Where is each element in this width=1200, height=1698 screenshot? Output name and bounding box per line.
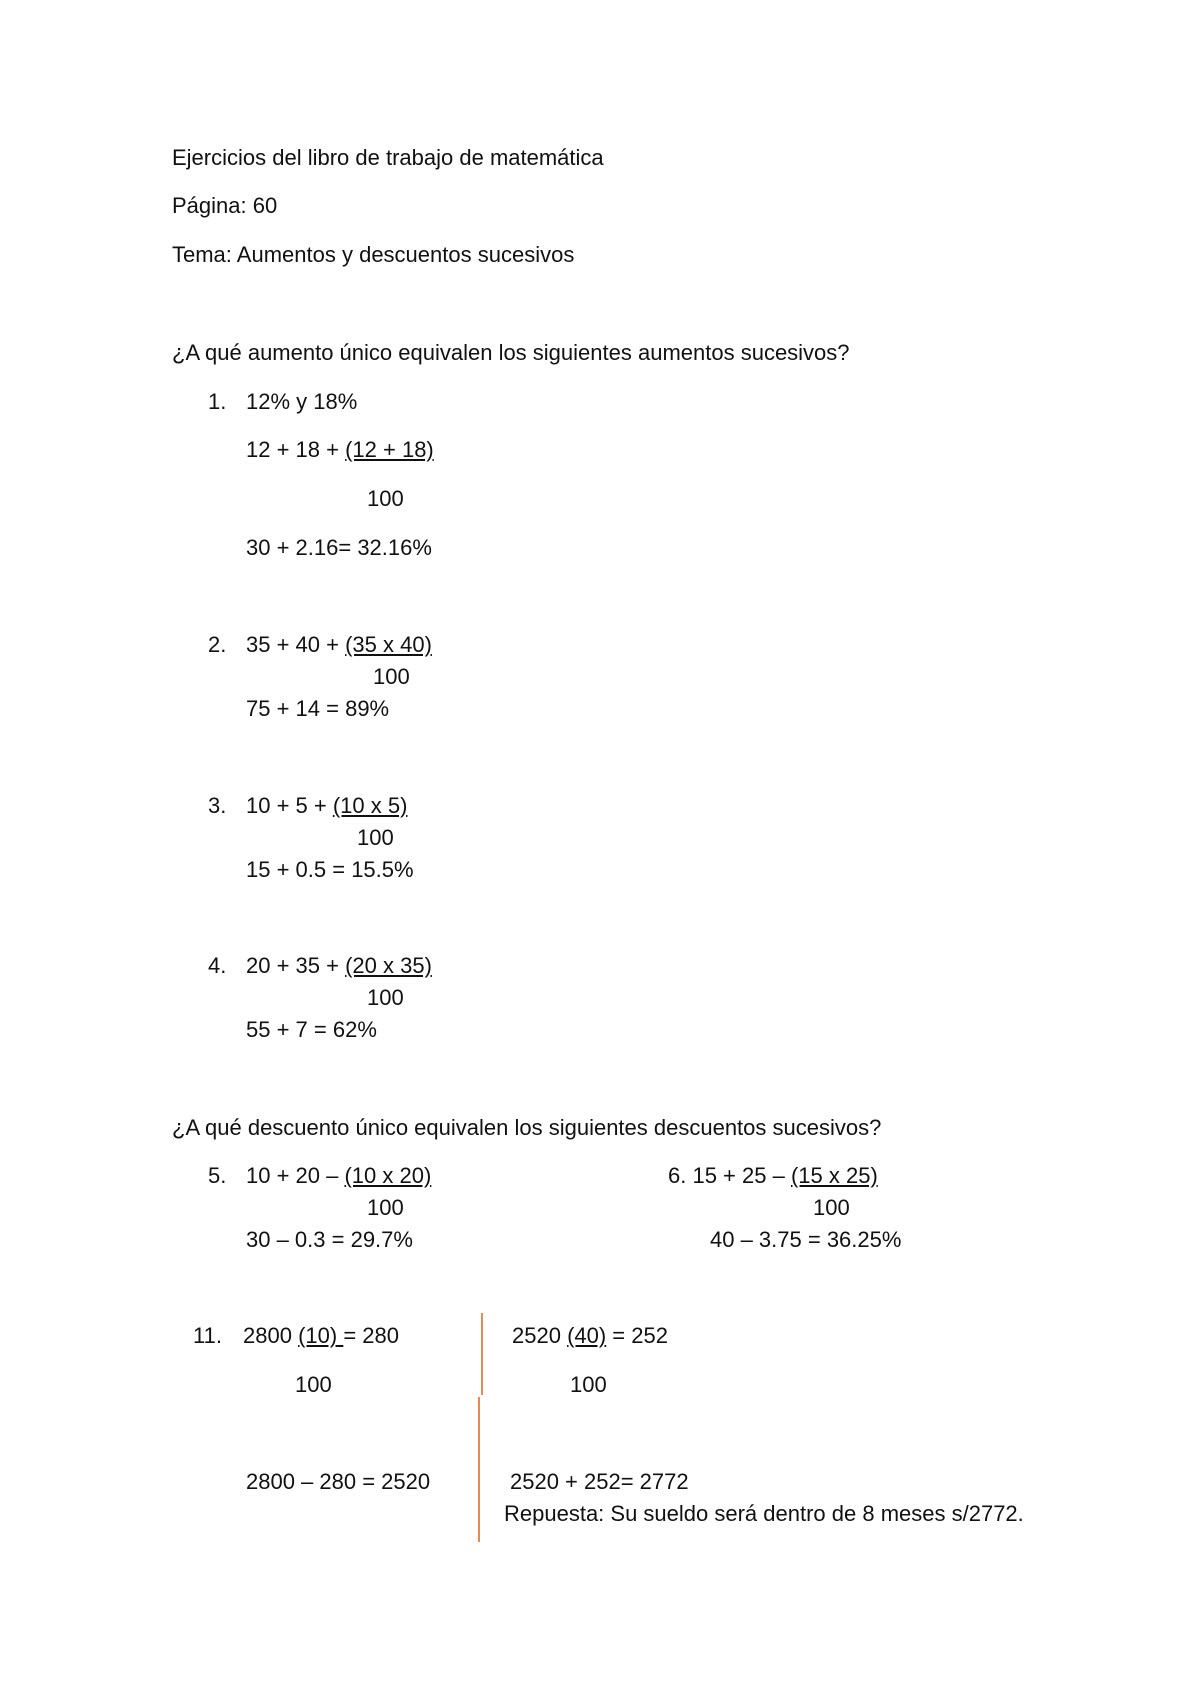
problem-11-right-numerator: (40)	[567, 1323, 607, 1348]
problem-11-right-result: = 252	[606, 1323, 668, 1348]
discounts-question: ¿A qué descuento único equivalen los siguientes descuentos sucesivos?	[172, 1115, 882, 1140]
item-1-number: 1.	[208, 389, 227, 414]
item-6-expression-prefix: 15 + 25 –	[686, 1163, 791, 1188]
item-1-expression-prefix: 12 + 18 +	[246, 437, 346, 462]
item-2-expression-prefix: 35 + 40 +	[246, 632, 346, 657]
item-2-numerator: (35 x 40)	[345, 632, 432, 657]
item-1-expression	[246, 437, 434, 463]
item-5-expression	[246, 1163, 431, 1189]
problem-11-right-denominator: 100	[570, 1372, 607, 1397]
item-4-expression	[246, 953, 432, 979]
item-2-result: 75 + 14 = 89%	[246, 696, 390, 721]
item-1-numerator: (12 + 18)	[345, 437, 434, 462]
problem-11-left-base: 2800	[243, 1323, 299, 1348]
item-1-result: 30 + 2.16= 32.16%	[246, 535, 432, 560]
item-3-denominator: 100	[357, 825, 394, 850]
item-6-number: 6.	[668, 1163, 687, 1188]
problem-11-left-expression	[243, 1323, 399, 1349]
increases-question: ¿A qué aumento único equivalen los siguientes aumentos sucesivos?	[172, 340, 850, 365]
item-2-denominator: 100	[373, 664, 410, 689]
item-3-number: 3.	[208, 793, 227, 818]
item-3-expression	[246, 793, 407, 819]
item-3-result: 15 + 0.5 = 15.5%	[246, 857, 414, 882]
problem-11-right-expression	[512, 1323, 668, 1349]
item-6-result: 40 – 3.75 = 36.25%	[710, 1227, 902, 1252]
problem-11-left-denominator: 100	[295, 1372, 332, 1397]
item-6-numerator: (15 x 25)	[790, 1163, 878, 1188]
item-4-expression-prefix: 20 + 35 +	[246, 953, 346, 978]
item-2-number: 2.	[208, 632, 227, 657]
problem-11-right-sum: 2520 + 252= 2772	[510, 1469, 689, 1494]
item-5-number: 5.	[208, 1163, 227, 1188]
problem-11-right-base: 2520	[512, 1323, 568, 1348]
problem-11-left-numerator: (10)	[298, 1323, 344, 1348]
item-1-denominator: 100	[367, 486, 404, 511]
item-3-numerator: (10 x 5)	[332, 793, 408, 818]
item-5-result: 30 – 0.3 = 29.7%	[246, 1227, 413, 1252]
problem-11-answer: Repuesta: Su sueldo será dentro de 8 meses s/2772.	[504, 1501, 1024, 1526]
divider-line-upper	[481, 1313, 483, 1395]
document-title: Ejercicios del libro de trabajo de matemática	[172, 145, 604, 170]
topic: Tema: Aumentos y descuentos sucesivos	[172, 242, 575, 267]
item-3-expression-prefix: 10 + 5 +	[246, 793, 333, 818]
item-5-numerator: (10 x 20)	[344, 1163, 432, 1188]
problem-11-left-subtraction: 2800 – 280 = 2520	[246, 1469, 431, 1494]
problem-11-number: 11.	[193, 1323, 222, 1348]
item-4-numerator: (20 x 35)	[345, 953, 432, 978]
item-1-statement: 12% y 18%	[246, 389, 358, 414]
item-6-expression	[668, 1163, 878, 1189]
item-4-result: 55 + 7 = 62%	[246, 1017, 377, 1042]
item-2-expression	[246, 632, 432, 658]
item-4-number: 4.	[208, 953, 227, 978]
divider-line-lower	[478, 1397, 480, 1542]
page-number: Página: 60	[172, 193, 278, 218]
problem-11-left-result: = 280	[343, 1323, 399, 1348]
item-5-expression-prefix: 10 + 20 –	[246, 1163, 345, 1188]
item-4-denominator: 100	[367, 985, 404, 1010]
item-5-denominator: 100	[367, 1195, 404, 1220]
item-6-denominator: 100	[813, 1195, 850, 1220]
